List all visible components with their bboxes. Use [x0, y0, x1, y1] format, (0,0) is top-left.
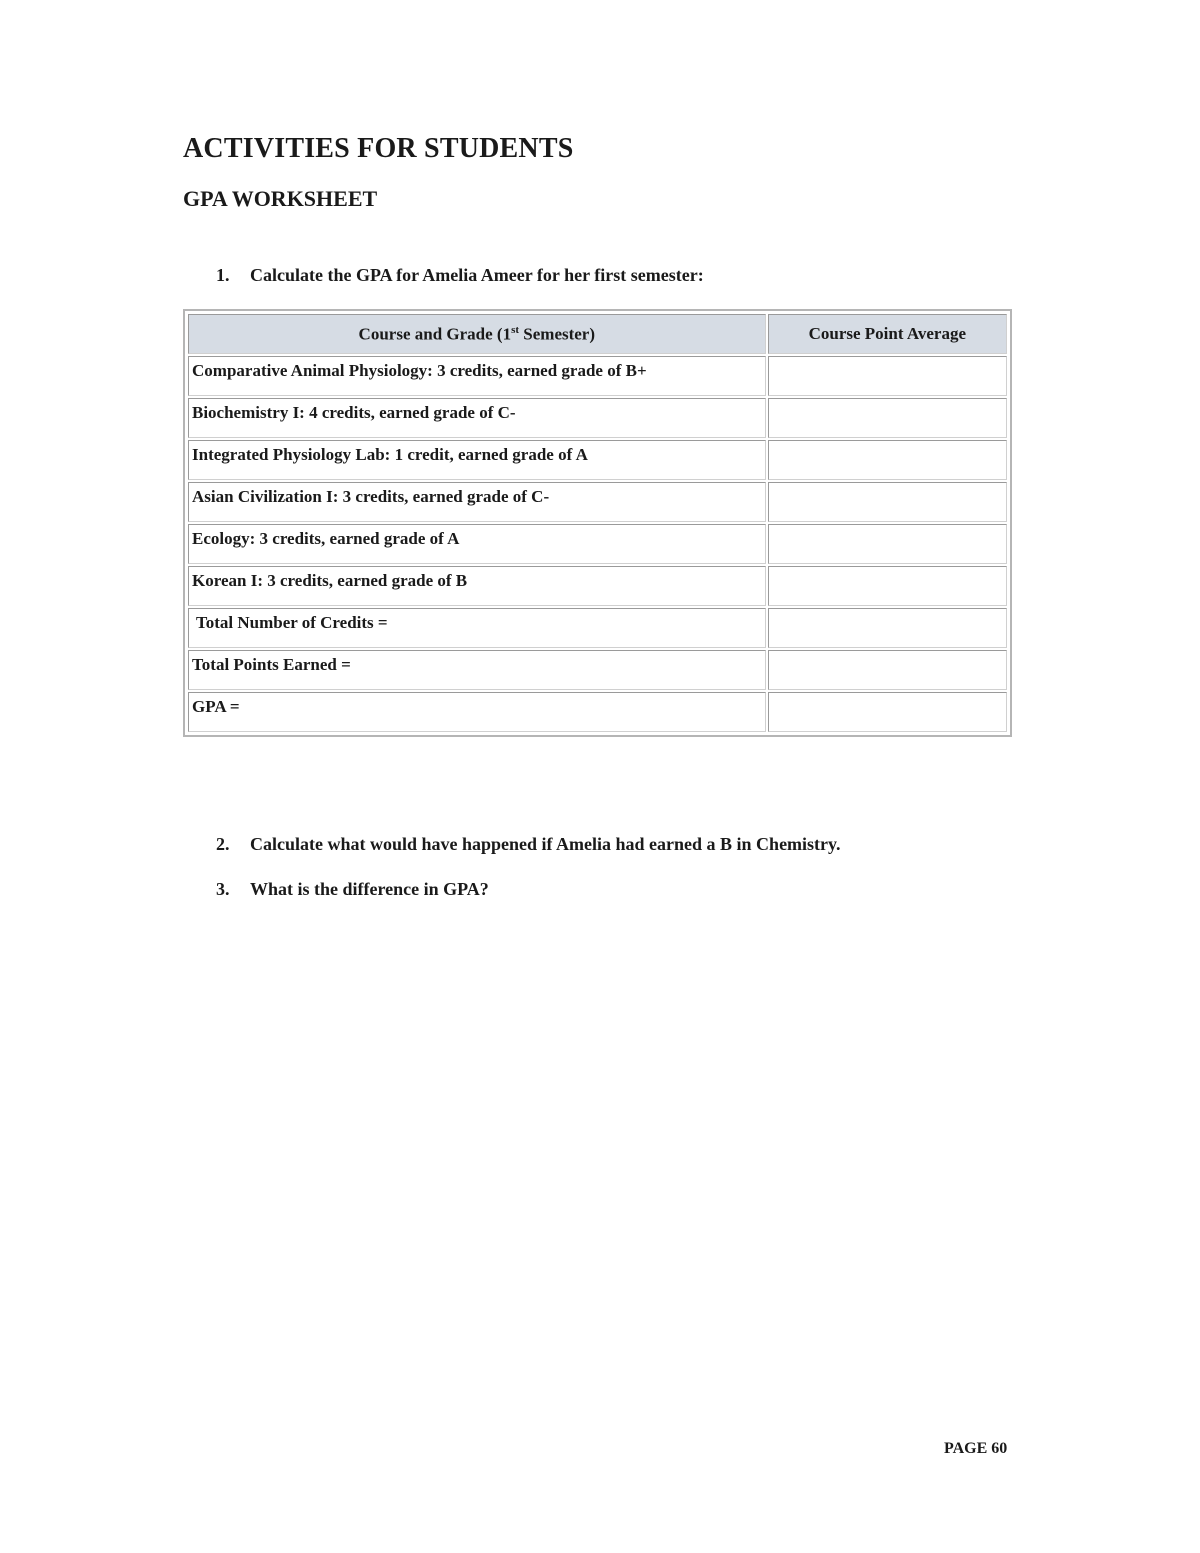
table-row — [188, 692, 1007, 732]
question-number: 2. — [216, 834, 230, 854]
course-cell: Total Number of Credits = — [188, 608, 766, 648]
course-point-average-cell[interactable] — [768, 398, 1007, 438]
course-point-average-cell[interactable] — [768, 440, 1007, 480]
course-cell: Asian Civilization I: 3 credits, earned grade of C- — [188, 482, 766, 522]
gpa-table — [183, 309, 1012, 737]
course-cell: Ecology: 3 credits, earned grade of A — [188, 524, 766, 564]
question-text: Calculate the GPA for Amelia Ameer for her first semester: — [250, 265, 704, 285]
question-text: Calculate what would have happened if Amelia had earned a B in Chemistry. — [250, 834, 841, 854]
header-ordinal: 1 — [502, 324, 512, 344]
course-cell: Integrated Physiology Lab: 1 credit, earned grade of A — [188, 440, 766, 480]
header-course-and-grade — [188, 314, 766, 354]
table-row — [188, 398, 1007, 438]
header-text: Course and Grade ( — [358, 324, 503, 344]
course-cell: Biochemistry I: 4 credits, earned grade of C- — [188, 398, 766, 438]
header-course-point-average: Course Point Average — [768, 314, 1007, 354]
table-row — [188, 608, 1007, 648]
page-number: PAGE 60 — [944, 1440, 1008, 1457]
page-title: ACTIVITIES FOR STUDENTS — [183, 133, 574, 164]
course-point-average-cell[interactable] — [768, 566, 1007, 606]
course-point-average-cell[interactable] — [768, 482, 1007, 522]
course-cell: Total Points Earned = — [188, 650, 766, 690]
table-row — [188, 440, 1007, 480]
course-cell: Comparative Animal Physiology: 3 credits, earned grade of B+ — [188, 356, 766, 396]
question-text: What is the difference in GPA? — [250, 879, 489, 899]
course-point-average-cell[interactable] — [768, 692, 1007, 732]
table-row — [188, 482, 1007, 522]
course-cell: GPA = — [188, 692, 766, 732]
question-2 — [216, 834, 841, 855]
course-point-average-cell[interactable] — [768, 356, 1007, 396]
question-number: 3. — [216, 879, 230, 899]
table-row — [188, 650, 1007, 690]
course-point-average-cell[interactable] — [768, 608, 1007, 648]
table-row — [188, 566, 1007, 606]
question-3 — [216, 879, 489, 900]
table-row — [188, 356, 1007, 396]
header-ordinal-suffix: st — [511, 323, 520, 336]
course-point-average-cell[interactable] — [768, 524, 1007, 564]
table-row — [188, 524, 1007, 564]
course-point-average-cell[interactable] — [768, 650, 1007, 690]
header-text-end: Semester) — [519, 324, 596, 344]
course-cell: Korean I: 3 credits, earned grade of B — [188, 566, 766, 606]
worksheet-subtitle: GPA WORKSHEET — [183, 186, 378, 211]
table-header-row — [188, 314, 1007, 354]
question-number: 1. — [216, 265, 230, 285]
question-1 — [216, 265, 704, 286]
